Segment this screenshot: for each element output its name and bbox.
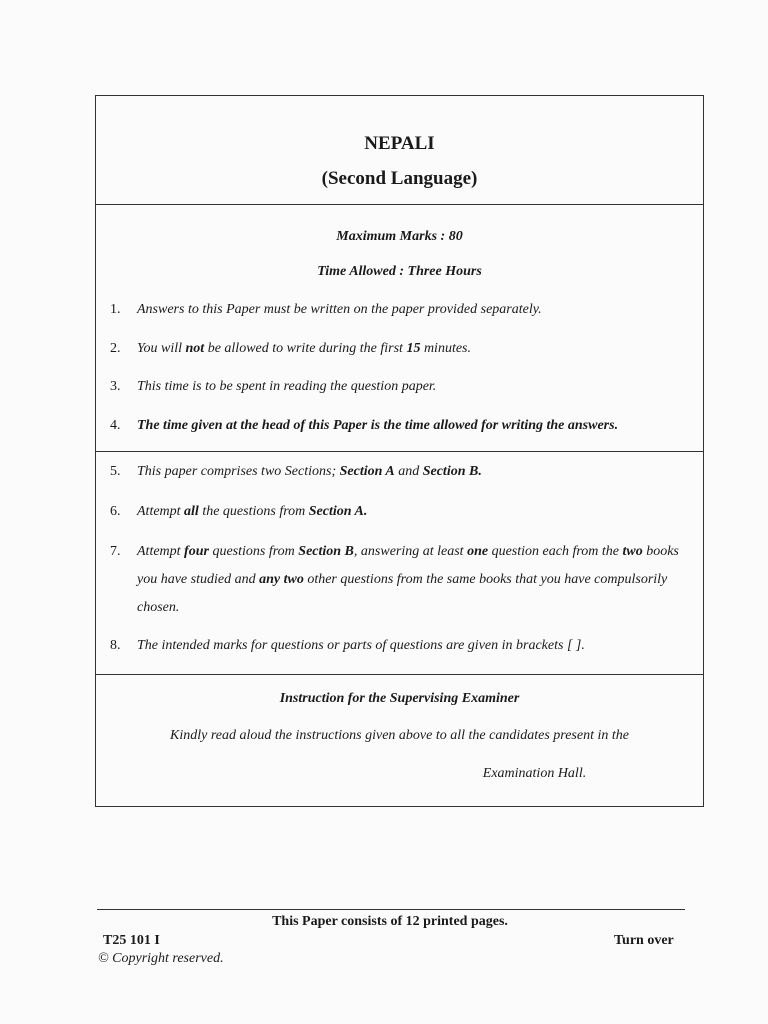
instruction-text-run: all	[184, 504, 199, 519]
instruction-text-run: Section A.	[308, 504, 368, 519]
instruction-text	[137, 632, 681, 660]
divider	[96, 674, 703, 675]
instruction-text-run: be allowed to write during the first	[204, 341, 407, 356]
instruction-text-run: other questions from the same books that you have compulsorily chosen.	[137, 572, 668, 615]
instruction-text-run: Answers to this Paper must be written on the paper provided separately.	[137, 302, 542, 317]
instruction-number: 6.	[110, 504, 121, 519]
instruction-text-run: any two	[259, 572, 304, 587]
instruction-text-run: The intended marks for questions or parts of questions are given in brackets [ ].	[137, 638, 585, 653]
instruction-text-run: 15	[406, 341, 421, 356]
instruction-text-run: This time is to be spent in reading the question paper.	[137, 379, 437, 394]
instruction-text-run: This paper comprises two Sections;	[137, 464, 340, 479]
supervisor-line2: Examination Hall.	[482, 766, 587, 781]
instruction-text-run: Attempt	[137, 544, 185, 559]
instruction-text-run: minutes.	[420, 341, 471, 356]
instruction-text-run: one	[467, 544, 489, 559]
instruction-text-run: questions from	[208, 544, 299, 559]
divider	[96, 451, 703, 452]
instruction-text-run: Section B	[298, 544, 354, 559]
instruction-text-run: Section A	[339, 464, 395, 479]
time-allowed: Time Allowed : Three Hours	[317, 264, 482, 279]
supervisor-line1: Kindly read aloud the instructions given above to all the candidates present in the	[170, 728, 629, 743]
instruction-text-run: , answering at least	[353, 544, 468, 559]
paper-subtitle: (Second Language)	[321, 168, 478, 189]
instruction-number: 8.	[110, 638, 121, 653]
instruction-number: 4.	[110, 418, 121, 433]
instruction-text	[137, 538, 681, 622]
instruction-box	[95, 95, 704, 807]
instruction-text	[137, 335, 681, 363]
instruction-text	[137, 498, 681, 526]
instruction-text-run: You will	[137, 341, 186, 356]
instruction-number: 7.	[110, 544, 121, 559]
instruction-number: 3.	[110, 379, 121, 394]
turn-over: Turn over	[614, 933, 674, 948]
instruction-text-run: the questions from	[198, 504, 309, 519]
instruction-text	[137, 412, 681, 440]
instruction-text-run: two	[622, 544, 643, 559]
instruction-text-run: not	[185, 341, 205, 356]
instruction-number: 5.	[110, 464, 121, 479]
instruction-text-run: books you have studied and	[137, 544, 679, 587]
instruction-number: 2.	[110, 341, 121, 356]
divider	[96, 204, 703, 205]
footer-rule	[97, 909, 685, 910]
instruction-text-run: The time given at the head of this Paper is the time allowed for writing the answers.	[137, 418, 619, 433]
instruction-text	[137, 373, 681, 401]
instruction-text-run: Attempt	[137, 504, 185, 519]
instruction-text-run: Section B.	[422, 464, 482, 479]
instruction-text	[137, 458, 681, 486]
copyright: © Copyright reserved.	[98, 951, 224, 966]
paper-title: NEPALI	[364, 133, 435, 154]
instruction-text	[137, 296, 681, 324]
paper-code: T25 101 I	[103, 933, 160, 948]
instruction-text-run: question each from the	[488, 544, 623, 559]
page-count: This Paper consists of 12 printed pages.	[272, 914, 508, 929]
supervisor-heading: Instruction for the Supervising Examiner	[279, 691, 520, 706]
instruction-text-run: four	[184, 544, 209, 559]
instruction-text-run: and	[394, 464, 423, 479]
instruction-number: 1.	[110, 302, 121, 317]
max-marks: Maximum Marks : 80	[336, 229, 463, 244]
